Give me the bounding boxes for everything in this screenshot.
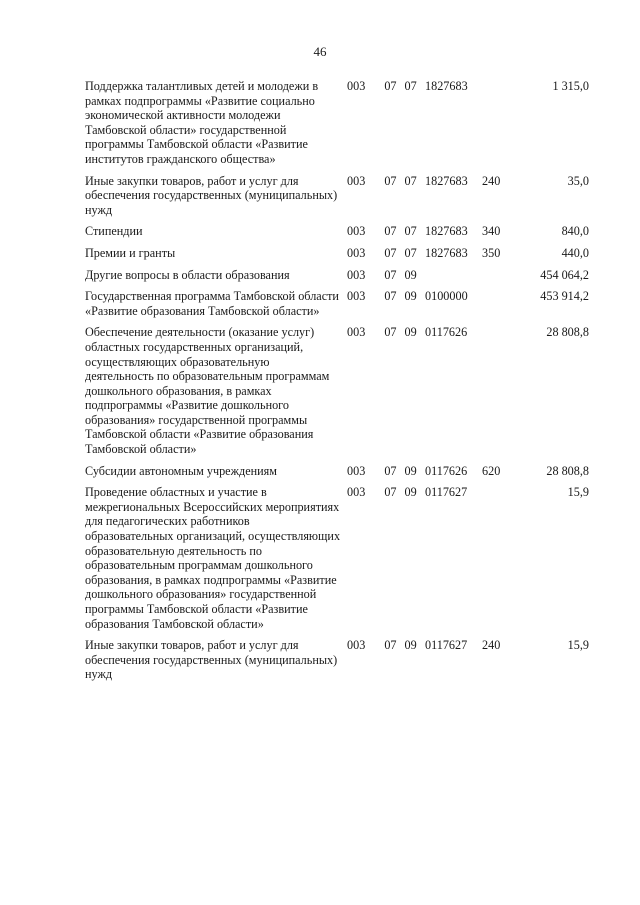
row-expense-cell — [482, 485, 520, 638]
row-target-cell — [424, 464, 482, 486]
row-amount-cell — [520, 638, 590, 689]
row-expense-cell — [482, 325, 520, 463]
row-target-cell — [424, 289, 482, 325]
row-amount: 15,9 — [567, 638, 589, 653]
table-body — [85, 79, 590, 689]
row-target-cell — [424, 485, 482, 638]
row-ministry-cell — [345, 464, 377, 486]
row-subsection-code: 09 — [404, 485, 417, 500]
table-row — [85, 464, 590, 486]
row-subsection-code: 09 — [404, 638, 417, 653]
row-target-cell — [424, 638, 482, 689]
table-row — [85, 325, 590, 463]
row-section-cell — [377, 268, 424, 290]
table-row — [85, 289, 590, 325]
row-name-cell — [85, 485, 345, 638]
row-amount-cell — [520, 79, 590, 174]
row-name: Иные закупки товаров, работ и услуг для обеспечения государственных (муниципальных) нужд — [85, 173, 338, 217]
row-ministry-cell — [345, 79, 377, 174]
row-ministry-cell — [345, 224, 377, 246]
row-subsection-code: 07 — [404, 224, 417, 239]
row-amount-cell — [520, 268, 590, 290]
row-target-article: 0100000 — [425, 289, 468, 304]
row-expense-type: 350 — [482, 245, 501, 260]
row-ministry-cell — [345, 485, 377, 638]
table-row — [85, 638, 590, 689]
row-subsection-code: 09 — [404, 463, 417, 478]
row-ministry-code: 003 — [347, 267, 366, 282]
row-ministry-cell — [345, 268, 377, 290]
row-ministry-cell — [345, 325, 377, 463]
row-amount: 454 064,2 — [540, 267, 589, 282]
row-amount-cell — [520, 325, 590, 463]
row-amount-cell — [520, 289, 590, 325]
row-name-cell — [85, 325, 345, 463]
row-amount: 28 808,8 — [546, 325, 589, 340]
row-amount-cell — [520, 485, 590, 638]
row-ministry-code: 003 — [347, 463, 366, 478]
row-name: Премии и гранты — [85, 245, 176, 260]
row-section-code: 07 — [384, 638, 397, 653]
row-ministry-cell — [345, 289, 377, 325]
row-subsection-code: 07 — [404, 245, 417, 260]
row-section-cell — [377, 246, 424, 268]
row-expense-type: 620 — [482, 463, 501, 478]
row-expense-cell — [482, 268, 520, 290]
row-section-cell — [377, 464, 424, 486]
row-ministry-code: 003 — [347, 485, 366, 500]
row-target-article: 0117626 — [425, 463, 468, 478]
row-amount: 28 808,8 — [546, 463, 589, 478]
row-name: Обеспечение деятельности (оказание услуг) областных государственных организаций, осуществляющих образовательную деятельность по образовательным программам дошкольного образования, в рамках подпрограммы «Развитие дошкольного образования» государственной программы Тамбовской области «Развитие образования Тамбовской области» — [85, 325, 330, 457]
row-target-article: 0117627 — [425, 638, 468, 653]
row-name-cell — [85, 464, 345, 486]
row-ministry-code: 003 — [347, 245, 366, 260]
row-name: Субсидии автономным учреждениям — [85, 463, 277, 478]
row-name: Поддержка талантливых детей и молодежи в рамках подпрограммы «Развитие социально экономической активности молодежи Тамбовской области» государственной программы Тамбовской области «Развитие институтов гражданского общества» — [85, 79, 319, 166]
row-ministry-code: 003 — [347, 79, 366, 93]
row-amount-cell — [520, 464, 590, 486]
row-expense-cell — [482, 289, 520, 325]
row-expense-cell — [482, 464, 520, 486]
row-target-cell — [424, 79, 482, 174]
row-subsection-code: 09 — [404, 325, 417, 340]
row-expense-cell — [482, 174, 520, 225]
table-row — [85, 485, 590, 638]
row-ministry-cell — [345, 638, 377, 689]
row-section-code: 07 — [384, 79, 397, 93]
row-expense-type: 340 — [482, 224, 501, 239]
row-amount-cell — [520, 174, 590, 225]
row-name-cell — [85, 268, 345, 290]
row-amount: 1 315,0 — [552, 79, 589, 93]
row-expense-cell — [482, 224, 520, 246]
row-target-article: 1827683 — [425, 245, 468, 260]
row-target-cell — [424, 224, 482, 246]
row-ministry-cell — [345, 246, 377, 268]
row-section-code: 07 — [384, 267, 397, 282]
row-name-cell — [85, 638, 345, 689]
row-section-code: 07 — [384, 325, 397, 340]
row-section-cell — [377, 174, 424, 225]
row-ministry-code: 003 — [347, 224, 366, 239]
row-ministry-code: 003 — [347, 173, 366, 188]
row-name: Другие вопросы в области образования — [85, 267, 290, 282]
row-section-cell — [377, 79, 424, 174]
row-amount: 440,0 — [561, 245, 589, 260]
row-ministry-code: 003 — [347, 638, 366, 653]
row-target-cell — [424, 325, 482, 463]
table-row — [85, 224, 590, 246]
row-name-cell — [85, 224, 345, 246]
row-expense-type: 240 — [482, 638, 501, 653]
row-name-cell — [85, 79, 345, 174]
row-amount: 15,9 — [567, 485, 589, 500]
row-section-code: 07 — [384, 485, 397, 500]
row-amount: 35,0 — [567, 173, 589, 188]
row-amount: 453 914,2 — [540, 289, 589, 304]
row-expense-cell — [482, 79, 520, 174]
row-section-code: 07 — [384, 245, 397, 260]
row-subsection-code: 07 — [404, 79, 417, 93]
table-row — [85, 79, 590, 174]
row-section-code: 07 — [384, 463, 397, 478]
row-section-code: 07 — [384, 289, 397, 304]
budget-table — [85, 79, 590, 689]
row-section-cell — [377, 224, 424, 246]
row-target-article: 0117627 — [425, 485, 468, 500]
row-target-cell — [424, 268, 482, 290]
row-target-article: 1827683 — [425, 173, 468, 188]
row-section-code: 07 — [384, 224, 397, 239]
table-row — [85, 174, 590, 225]
row-target-article: 1827683 — [425, 224, 468, 239]
row-ministry-code: 003 — [347, 289, 366, 304]
row-subsection-code: 09 — [404, 289, 417, 304]
row-amount-cell — [520, 246, 590, 268]
table-row — [85, 246, 590, 268]
page-number: 46 — [313, 44, 327, 59]
row-expense-cell — [482, 246, 520, 268]
row-amount-cell — [520, 224, 590, 246]
row-subsection-code: 09 — [404, 267, 417, 282]
row-target-article — [424, 268, 425, 282]
row-section-cell — [377, 325, 424, 463]
row-expense-type: 240 — [482, 173, 501, 188]
row-target-cell — [424, 246, 482, 268]
row-name: Государственная программа Тамбовской области «Развитие образования Тамбовской области» — [85, 289, 339, 318]
row-name-cell — [85, 289, 345, 325]
row-name: Стипендии — [85, 224, 143, 239]
row-name: Проведение областных и участие в межрегиональных Всероссийских мероприятиях для педагогических работников образовательных организаций, осуществляющих образовательную деятельность по образовательным программам дошкольного образования, в рамках подпрограммы «Развитие дошкольного образования» государственной программы Тамбовской области «Развитие образования Тамбовской области» — [85, 485, 341, 631]
row-ministry-code: 003 — [347, 325, 366, 340]
row-amount: 840,0 — [561, 224, 589, 239]
row-expense-cell — [482, 638, 520, 689]
row-name-cell — [85, 246, 345, 268]
row-name: Иные закупки товаров, работ и услуг для обеспечения государственных (муниципальных) нужд — [85, 638, 338, 682]
row-section-cell — [377, 289, 424, 325]
row-section-cell — [377, 638, 424, 689]
row-target-article: 1827683 — [425, 79, 468, 93]
row-target-article: 0117626 — [425, 325, 468, 340]
row-name-cell — [85, 174, 345, 225]
row-target-cell — [424, 174, 482, 225]
row-section-cell — [377, 485, 424, 638]
table-row — [85, 268, 590, 290]
row-subsection-code: 07 — [404, 173, 417, 188]
row-section-code: 07 — [384, 173, 397, 188]
row-ministry-cell — [345, 174, 377, 225]
